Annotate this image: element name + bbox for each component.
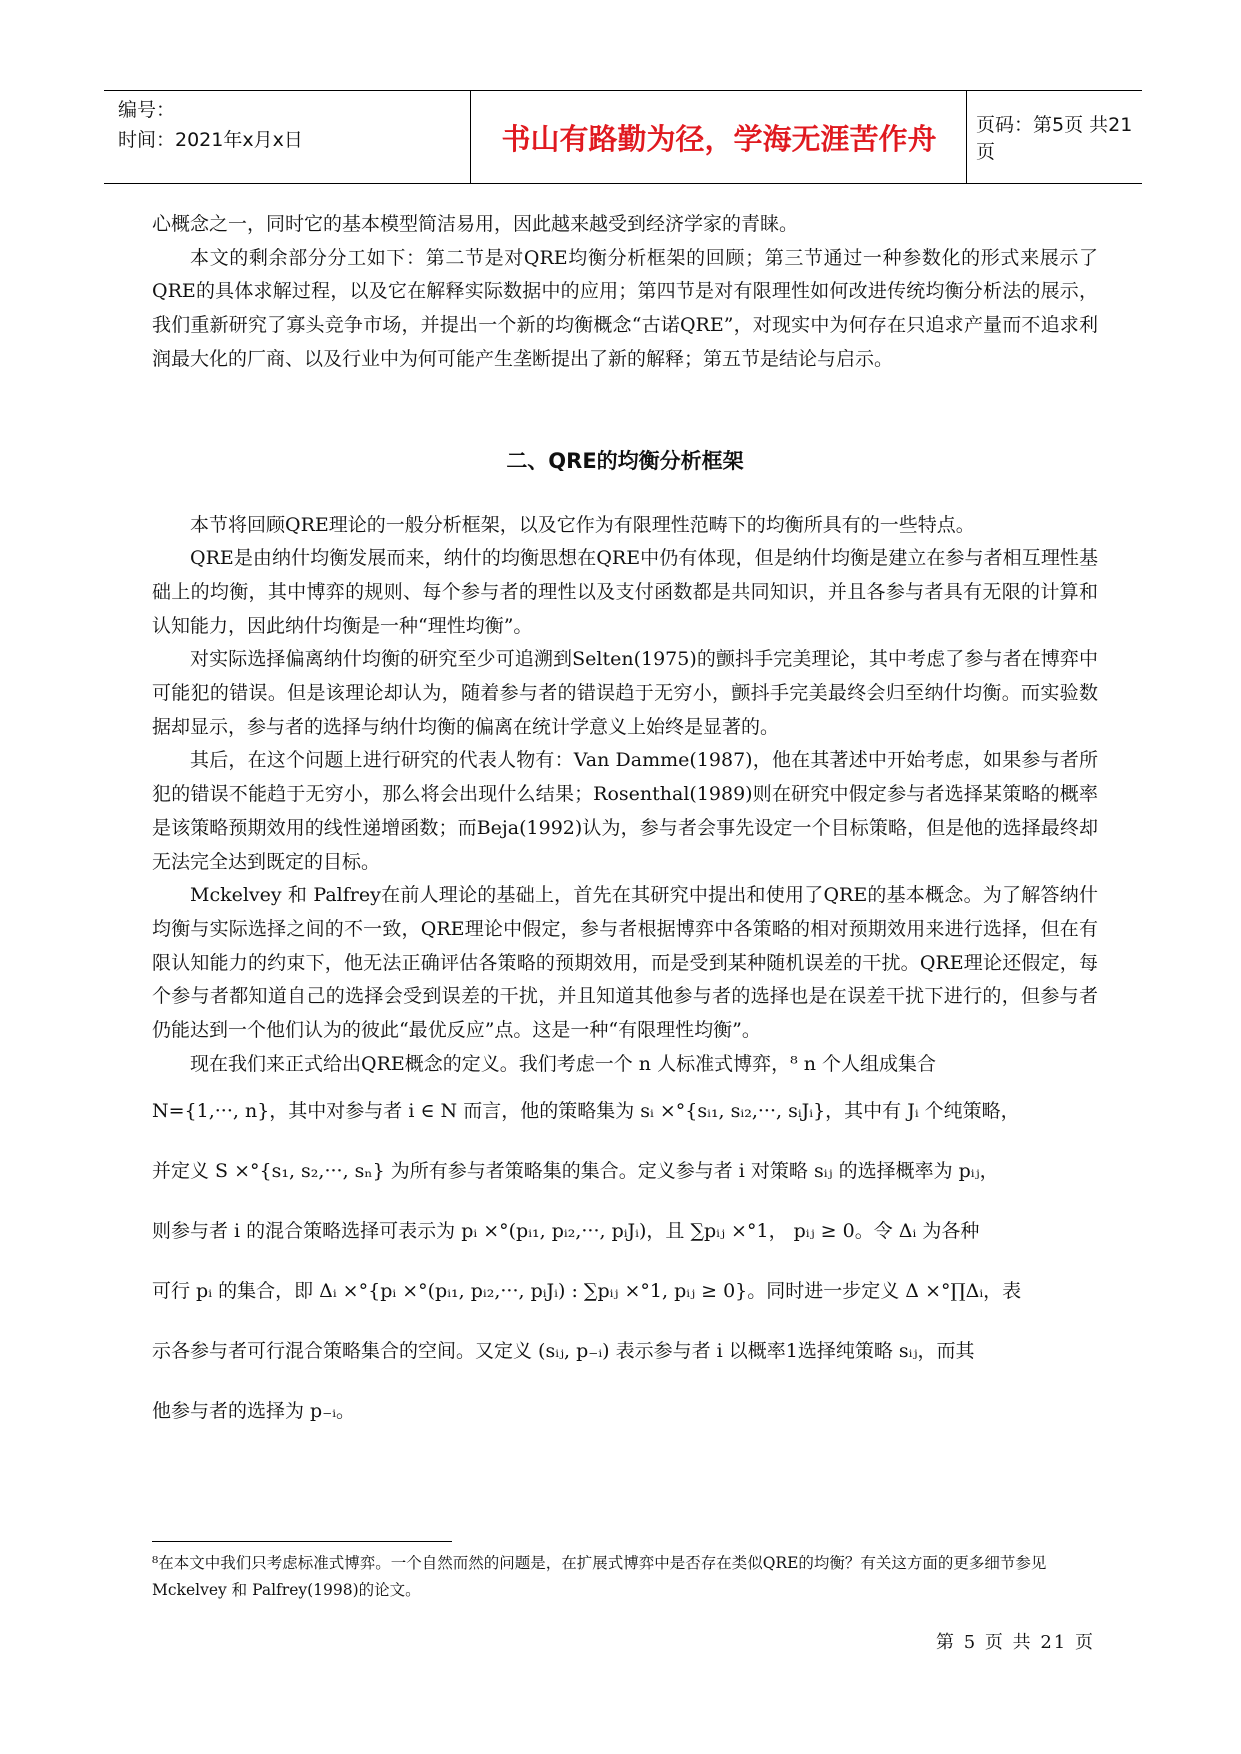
- header-motto: 书山有路勤为径，学海无涯苦作舟: [501, 121, 937, 156]
- header-divider-1: [470, 91, 471, 183]
- paragraph-8: 现在我们来正式给出QRE概念的定义。我们考虑一个 n 人标准式博弈，⁸ n 个人组成集合: [190, 1052, 937, 1075]
- paragraph-2: 本文的剩余部分分工如下：第二节是对QRE均衡分析框架的回顾；第三节通过一种参数化的形式来展示了QRE的具体求解过程，以及它在解释实际数据中的应用；第四节是对有限理性如何改进传统均衡分析法的展示，我们重新研究了寡头竞争市场，并提出一个新的均衡概念“古诺QRE”，对现实中为何存在只追求产量而不追求利润最大化的厂商、以及行业中为何可能产生垄断提出了新的解释；第五节是结论与启示。: [152, 246, 1098, 370]
- header-page-label: 页码：第5页 共21页: [976, 114, 1133, 163]
- document-body: [152, 208, 1098, 1441]
- math-line-2: 并定义 S ×°{s₁, s₂,···, sₙ} 为所有参与者策略集的集合。定义参与者 i 对策略 sᵢⱼ 的选择概率为 pᵢⱼ，: [152, 1160, 999, 1183]
- math-line-3: 则参与者 i 的混合策略选择可表示为 pᵢ ×°(pᵢ₁, pᵢ₂,···, pᵢJᵢ)，且 ∑pᵢⱼ ×°1， pᵢⱼ ≥ 0。令 Δᵢ 为各种: [152, 1220, 980, 1243]
- page-header-table: [104, 90, 1142, 184]
- footnote-rule: [152, 1541, 452, 1542]
- header-time: 时间：2021年x月x日: [118, 129, 303, 151]
- paragraph-6: 其后，在这个问题上进行研究的代表人物有：Van Damme(1987)，他在其著述中开始考虑，如果参与者所犯的错误不能趋于无穷小，那么将会出现什么结果；Rosenthal(1989)则在研究中假定参与者选择某策略的概率是该策略预期效用的线性递增函数；而Beja(1992)认为，参与者会事先设定一个目标策略，但是他的选择最终却无法完全达到既定的目标。: [152, 749, 1098, 873]
- header-divider-2: [966, 91, 967, 183]
- page-footer: 第 5 页 共 21 页: [936, 1632, 1095, 1653]
- paragraph-4: QRE是由纳什均衡发展而来，纳什的均衡思想在QRE中仍有体现，但是纳什均衡是建立在参与者相互理性基础上的均衡，其中博弈的规则、每个参与者的理性以及支付函数都是共同知识，并且各参与者具有无限的计算和认知能力，因此纳什均衡是一种“理性均衡”。: [152, 547, 1098, 637]
- math-line-4: 可行 pᵢ 的集合，即 Δᵢ ×°{pᵢ ×°(pᵢ₁, pᵢ₂,···, pᵢJᵢ) : ∑pᵢⱼ ×°1, pᵢⱼ ≥ 0}。同时进一步定义 Δ ×°∏Δᵢ，表: [152, 1280, 1022, 1303]
- paragraph-7: Mckelvey 和 Palfrey在前人理论的基础上，首先在其研究中提出和使用了QRE的基本概念。为了解答纳什均衡与实际选择之间的不一致，QRE理论中假定，参与者根据博弈中各策略的相对预期效用来进行选择，但在有限认知能力的约束下，他无法正确评估各策略的预期效用，而是受到某种随机误差的干扰。QRE理论还假定，每个参与者都知道自己的选择会受到误差的干扰，并且知道其他参与者的选择也是在误差干扰下进行的，但参与者仍能达到一个他们认为的彼此“最优反应”点。这是一种“有限理性均衡”。: [152, 884, 1098, 1042]
- header-meta: [118, 95, 458, 155]
- paragraph-5: 对实际选择偏离纳什均衡的研究至少可追溯到Selten(1975)的颤抖手完美理论，其中考虑了参与者在博弈中可能犯的错误。但是该理论却认为，随着参与者的错误趋于无穷小，颤抖手完美最终会归至纳什均衡。而实验数据却显示，参与者的选择与纳什均衡的偏离在统计学意义上始终是显著的。: [152, 648, 1098, 738]
- paragraph-1: 心概念之一，同时它的基本模型简洁易用，因此越来越受到经济学家的青睐。: [152, 213, 799, 235]
- math-line-6: 他参与者的选择为 p₋ᵢ。: [152, 1400, 356, 1423]
- header-number: 编号：: [118, 99, 176, 121]
- section-heading: 二、QRE的均衡分析框架: [506, 448, 744, 473]
- math-line-5: 示各参与者可行混合策略集合的空间。又定义 (sᵢⱼ, p₋ᵢ) 表示参与者 i 以概率1选择纯策略 sᵢⱼ，而其: [152, 1340, 975, 1363]
- math-line-1: N={1,···, n}，其中对参与者 i ∈ N 而言，他的策略集为 sᵢ ×°{sᵢ₁, sᵢ₂,···, sᵢJᵢ}，其中有 Jᵢ 个纯策略，: [152, 1100, 1020, 1123]
- footnote: ⁸在本文中我们只考虑标准式博弈。一个自然而然的问题是，在扩展式博弈中是否存在类似QRE的均衡？有关这方面的更多细节参见Mckelvey 和 Palfrey(1998)的论文。: [152, 1554, 1047, 1599]
- paragraph-3: 本节将回顾QRE理论的一般分析框架，以及它作为有限理性范畴下的均衡所具有的一些特点。: [190, 513, 975, 536]
